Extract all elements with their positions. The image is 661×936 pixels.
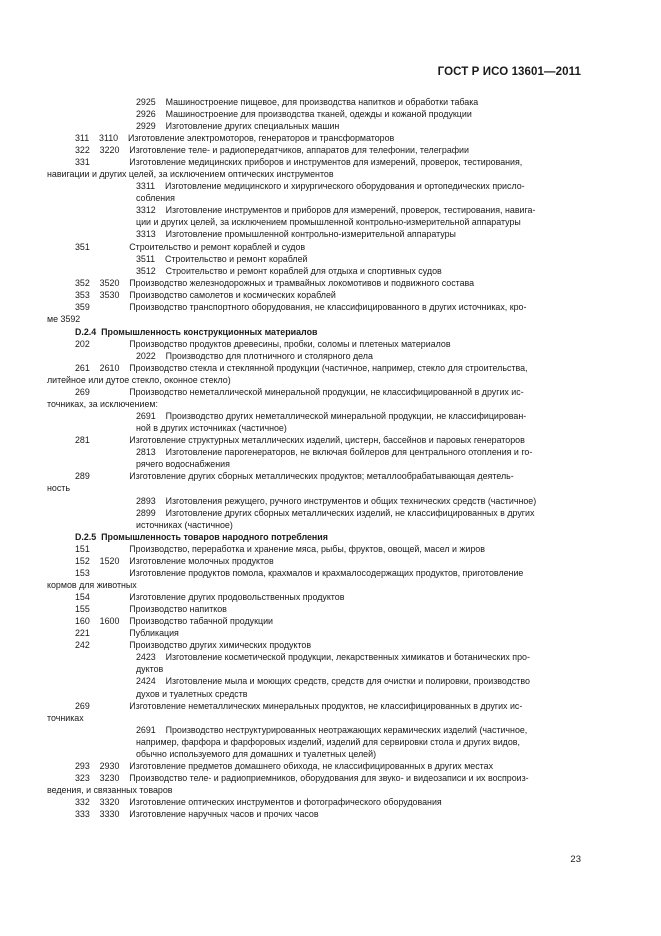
text-line: 151 Производство, переработка и хранение мяса, рыбы, фруктов, овощей, масел и жиров [75, 544, 485, 554]
text-line: навигации и других целей, за исключением оптических инструментов [47, 169, 334, 179]
text-line: 289 Изготовление других сборных металлических продуктов; металлообрабатывающая деятель- [75, 471, 514, 481]
text-line: 351 Строительство и ремонт кораблей и судов [75, 242, 306, 252]
text-line: 281 Изготовление структурных металлических изделий, цистерн, бассейнов и паровых генераторов [75, 435, 525, 445]
text-line: ной в других источниках (частичное) [136, 423, 287, 433]
page-number: 23 [570, 854, 581, 865]
text-line: 160 1600 Производство табачной продукции [75, 616, 273, 626]
document-header: ГОСТ Р ИСО 13601—2011 [437, 66, 581, 78]
text-line: обычно используемого для домашних и туалетных целей) [136, 749, 377, 759]
text-line: источниках (частичное) [136, 520, 233, 530]
text-line: 152 1520 Изготовление молочных продуктов [75, 556, 274, 566]
text-line: 352 3520 Производство железнодорожных и трамвайных локомотивов и подвижного состава [75, 278, 475, 288]
text-line: 2022 Производство для плотничного и столярного дела [136, 351, 373, 361]
text-line: 322 3220 Изготовление теле- и радиопередатчиков, аппаратов для телефонии, телеграфии [75, 145, 469, 155]
text-line: 154 Изготовление других продовольственных продуктов [75, 592, 345, 602]
text-line: 311 3110 Изготовление электромоторов, генераторов и трансформаторов [75, 133, 395, 143]
text-line: 155 Производство напитков [75, 604, 227, 614]
text-line: 323 3230 Производство теле- и радиоприемников, оборудования для звуко- и видеозаписи и их воспроиз- [75, 773, 529, 783]
text-line: 202 Производство продуктов древесины, пробки, соломы и плетеных материалов [75, 339, 451, 349]
text-line: 261 2610 Производство стекла и стеклянной продукции (частичное, например, стекло для строительства, [75, 363, 528, 373]
text-line: дуктов [136, 664, 164, 674]
text-line: точниках, за исключением: [47, 399, 158, 409]
text-line: 2899 Изготовление других сборных металлических изделий, не классифицированных в других [136, 508, 535, 518]
text-line: 221 Публикация [75, 628, 179, 638]
text-line: 331 Изготовление медицинских приборов и инструментов для измерений, проверок, тестирования, [75, 157, 523, 167]
text-line: 2691 Производство неструктурированных неотражающих керамических изделий (частичное, [136, 725, 528, 735]
text-line: 153 Изготовление продуктов помола, крахмалов и крахмалосодержащих продуктов, приготовление [75, 568, 524, 578]
text-line: 2925 Машиностроение пищевое, для производства напитков и обработки табака [136, 97, 479, 107]
text-line: 293 2930 Изготовление предметов домашнего обихода, не классифицированных в других местах [75, 761, 494, 771]
text-line: точниках [47, 713, 84, 723]
text-line: 2929 Изготовление других специальных машин [136, 121, 340, 131]
text-line: 3311 Изготовление медицинского и хирургического оборудования и ортопедических присло- [136, 181, 525, 191]
text-line: кормов для животных [47, 580, 137, 590]
text-line: рячего водоснабжения [136, 459, 230, 469]
text-line: 269 Изготовление неметаллических минеральных продуктов, не классифицированных в других ис- [75, 701, 523, 711]
text-line: 242 Производство других химических продуктов [75, 640, 312, 650]
text-line: 2926 Машиностроение для производства тканей, одежды и кожаной продукции [136, 109, 472, 119]
section-heading: D.2.4 Промышленность конструкционных материалов [75, 327, 318, 337]
text-line: 2423 Изготовление косметической продукции, лекарственных химикатов и ботанических про- [136, 652, 530, 662]
text-line: собления [136, 193, 175, 203]
text-line: 332 3320 Изготовление оптических инструментов и фотографического оборудования [75, 797, 442, 807]
text-line: 353 3530 Производство самолетов и космических кораблей [75, 290, 336, 300]
text-line: 2813 Изготовление парогенераторов, не включая бойлеров для центрального отопления и го- [136, 447, 533, 457]
text-line: 3512 Строительство и ремонт кораблей для отдыха и спортивных судов [136, 266, 442, 276]
text-line: например, фарфора и фарфоровых изделий, изделий для сервировки стола и других видов, [136, 737, 520, 747]
text-line: духов и туалетных средств [136, 689, 248, 699]
text-line: ность [47, 483, 70, 493]
text-line: 2893 Изготовления режущего, ручного инструментов и общих технических средств (частичное) [136, 496, 537, 506]
text-line: 333 3330 Изготовление наручных часов и прочих часов [75, 809, 319, 819]
text-line: 2424 Изготовление мыла и моющих средств, средств для очистки и полировки, производство [136, 676, 530, 686]
text-line: литейное или дутое стекло, оконное стекло) [47, 375, 231, 385]
text-line: 2691 Производство других неметаллической минеральной продукции, не классифицирован- [136, 411, 527, 421]
text-line: 3511 Строительство и ремонт кораблей [136, 254, 308, 264]
text-line: 359 Производство транспортного оборудования, не классифицированного в других источниках, кро- [75, 302, 527, 312]
text-line: 269 Производство неметаллической минеральной продукции, не классифицированной в других ис- [75, 387, 524, 397]
text-line: ции и других целей, за исключением промышленной контрольно-измерительной аппаратуры [136, 217, 521, 227]
text-line: ме 3592 [47, 314, 81, 324]
text-line: 3312 Изготовление инструментов и приборов для измерений, проверок, тестирования, навига- [136, 205, 536, 215]
text-line: 3313 Изготовление промышленной контрольно-измерительной аппаратуры [136, 229, 456, 239]
section-heading: D.2.5 Промышленность товаров народного потребления [75, 532, 328, 542]
text-line: ведения, и связанных товаров [47, 785, 173, 795]
